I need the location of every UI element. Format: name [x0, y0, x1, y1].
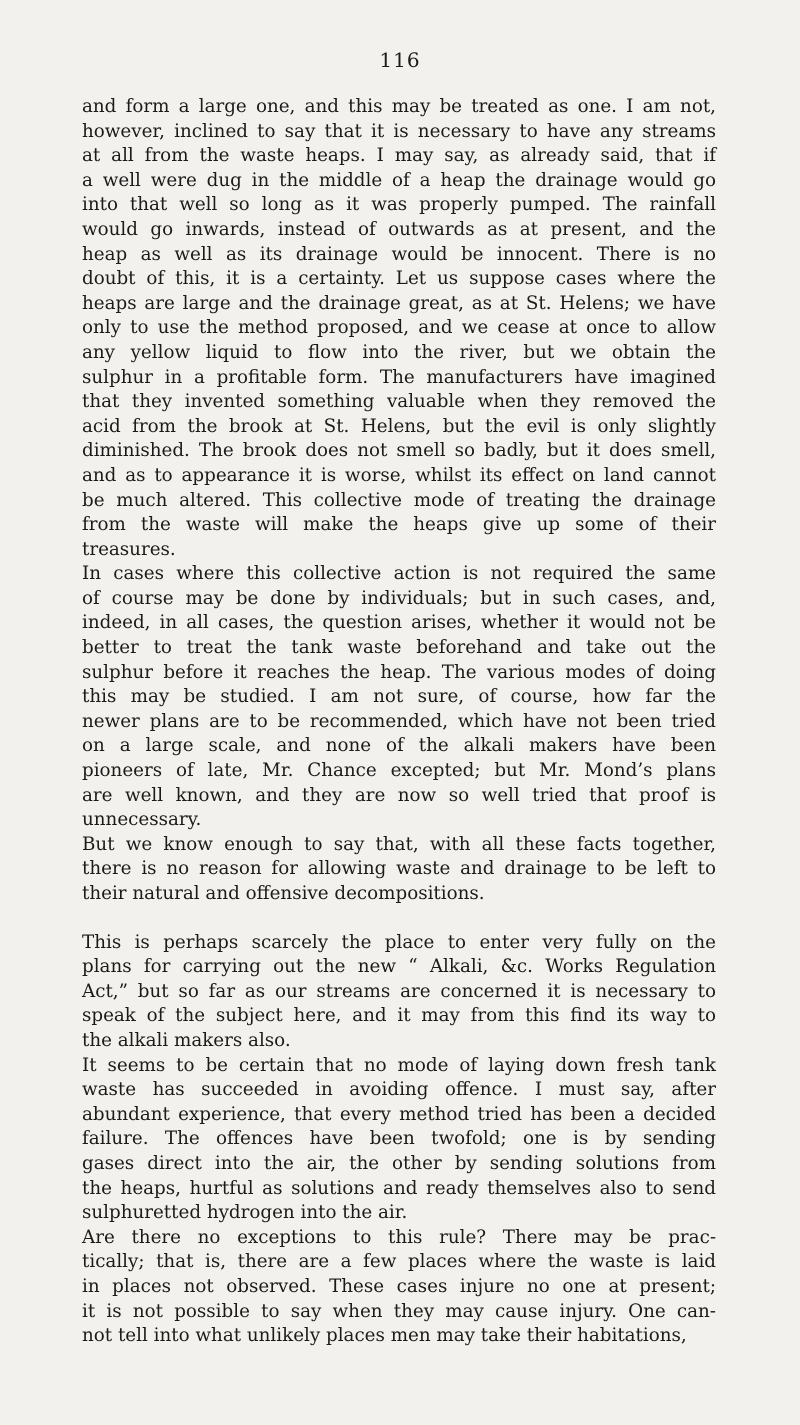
page-number: 116	[379, 48, 421, 72]
text-line: and form a large one, and this may be treated as one. I am not,	[82, 96, 716, 117]
text-line: in places not observed. These cases injure no one at present;	[82, 1275, 716, 1297]
text-line: only to use the method proposed, and we cease at once to allow	[82, 317, 716, 339]
text-line: plans for carrying out the new “ Alkali, &c. Works Regulation	[82, 956, 716, 978]
text-line: Act,” but so far as our streams are concerned it is necessary to	[82, 980, 716, 1002]
text-line: would go inwards, instead of outwards as at present, and the	[82, 218, 716, 240]
text-line: doubt of this, it is a certainty. Let us suppose cases where the	[82, 268, 716, 290]
paragraph	[82, 1054, 716, 1226]
text-line: any yellow liquid to flow into the river, but we obtain the	[82, 341, 716, 363]
text-line: and as to appearance it is worse, whilst its effect on land cannot	[82, 464, 716, 486]
text-line: unnecessary.	[82, 809, 202, 831]
text-line: heap as well as its drainage would be innocent. There is no	[82, 243, 716, 265]
text-line: that they invented something valuable when they removed the	[82, 391, 716, 413]
text-line: a well were dug in the middle of a heap the drainage would go	[82, 169, 716, 191]
text-line: however, inclined to say that it is necessary to have any streams	[82, 120, 716, 142]
text-line: not tell into what unlikely places men may take their habitations,	[82, 1325, 687, 1347]
text-line: sulphur in a profitable form. The manufacturers have imagined	[82, 366, 716, 388]
text-line: indeed, in all cases, the question arises, whether it would not be	[82, 612, 716, 634]
text-line: from the waste will make the heaps give up some of their	[82, 514, 716, 536]
text-line: This is perhaps scarcely the place to enter very fully on the	[82, 931, 716, 953]
text-line: Are there no exceptions to this rule? There may be prac-	[82, 1226, 716, 1248]
text-line: newer plans are to be recommended, which have not been tried	[82, 710, 716, 732]
text-line: their natural and offensive decompositions.	[82, 883, 485, 904]
text-line: waste has succeeded in avoiding offence. I must say, after	[82, 1079, 716, 1101]
text-line: sulphuretted hydrogen into the air.	[82, 1202, 408, 1224]
text-line: of course may be done by individuals; but in such cases, and,	[82, 587, 716, 609]
text-line: diminished. The brook does not smell so badly, but it does smell,	[82, 440, 716, 462]
paragraph	[82, 1226, 716, 1349]
text-line: there is no reason for allowing waste and drainage to be left to	[82, 858, 716, 880]
text-line: failure. The offences have been twofold; one is by sending	[82, 1128, 716, 1150]
text-line: it is not possible to say when they may cause injury. One can-	[82, 1300, 716, 1322]
text-line: on a large scale, and none of the alkali makers have been	[82, 735, 716, 757]
text-line: heaps are large and the drainage great, as at St. Helens; we have	[82, 292, 716, 314]
body-text	[82, 95, 716, 1349]
text-line: But we know enough to say that, with all these facts together,	[82, 833, 716, 855]
paragraph	[82, 833, 716, 907]
text-line: at all from the waste heaps. I may say, as already said, that if	[82, 145, 716, 167]
text-line: gases direct into the air, the other by sending solutions from	[82, 1152, 716, 1174]
text-line: pioneers of late, Mr. Chance excepted; but Mr. Mond’s plans	[82, 760, 716, 782]
text-line: into that well so long as it was properly pumped. The rainfall	[82, 194, 716, 216]
paragraph	[82, 95, 716, 562]
text-line: be much altered. This collective mode of treating the drainage	[82, 489, 716, 511]
text-line: acid from the brook at St. Helens, but the evil is only slightly	[82, 415, 716, 437]
paragraph	[82, 562, 716, 833]
text-line: this may be studied. I am not sure, of course, how far the	[82, 686, 716, 708]
text-line: the alkali makers also.	[82, 1029, 291, 1051]
text-line: sulphur before it reaches the heap. The various modes of doing	[82, 661, 716, 683]
text-line: treasures.	[82, 538, 176, 560]
text-line: In cases where this collective action is not required the same	[82, 563, 716, 585]
paragraph	[82, 931, 716, 1054]
text-line: better to treat the tank waste beforehand and take out the	[82, 637, 716, 659]
section-gap	[82, 907, 716, 931]
text-line: speak of the subject here, and it may from this find its way to	[82, 1005, 716, 1027]
text-line: abundant experience, that every method tried has been a decided	[82, 1103, 716, 1125]
text-line: the heaps, hurtful as solutions and ready themselves also to send	[82, 1177, 716, 1199]
text-line: tically; that is, there are a few places where the waste is laid	[82, 1251, 716, 1273]
text-line: It seems to be certain that no mode of laying down fresh tank	[82, 1054, 716, 1076]
text-line: are well known, and they are now so well tried that proof is	[82, 784, 716, 806]
